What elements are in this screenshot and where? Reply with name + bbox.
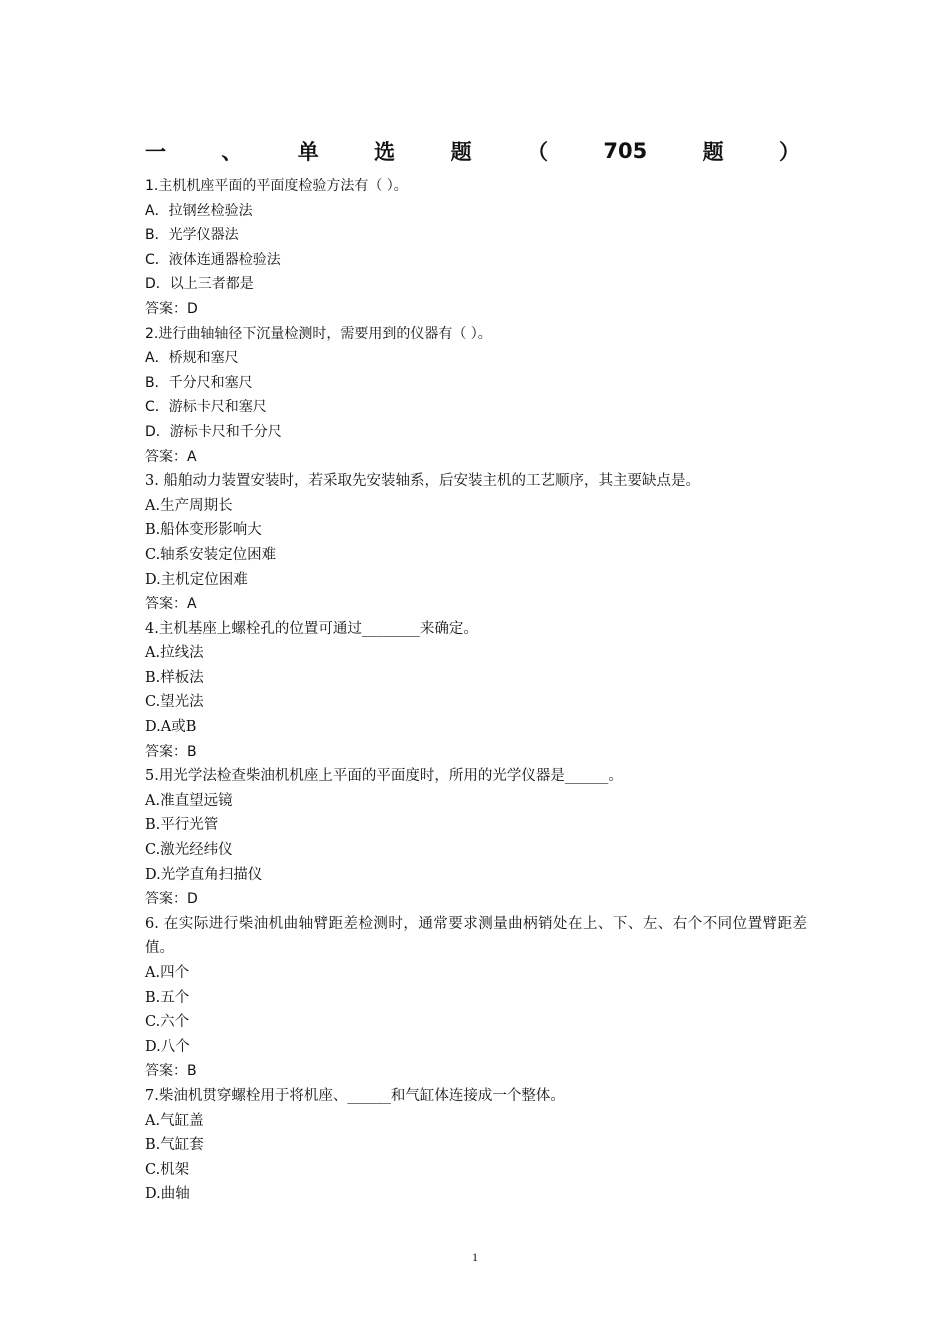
answer-option: B.样板法 (145, 669, 204, 686)
question-block (145, 912, 807, 1084)
answer-key: 答案：B (145, 1063, 197, 1080)
answer-key: 答案：D (145, 891, 198, 908)
answer-option: D.光学直角扫描仪 (145, 866, 263, 883)
question-block (145, 322, 807, 470)
answer-option: A.准直望远镜 (145, 792, 233, 809)
answer-option: A．桥规和塞尺 (145, 350, 239, 367)
heading-char: 题 (450, 140, 472, 164)
question-block (145, 1084, 807, 1207)
answer-option: B.船体变形影响大 (145, 522, 262, 539)
answer-key: 答案：D (145, 300, 198, 317)
answer-option: A．拉钢丝检验法 (145, 202, 253, 219)
page-number: 1 (472, 1250, 478, 1264)
answer-option: C.机架 (145, 1161, 190, 1178)
answer-option: B.气缸套 (145, 1137, 204, 1154)
answer-option: D.A或B (145, 719, 197, 736)
answer-key: 答案：A (145, 448, 197, 465)
answer-option: C.轴系安装定位困难 (145, 546, 277, 563)
answer-key: 答案：A (145, 596, 197, 613)
answer-option: D．以上三者都是 (145, 276, 254, 293)
question-block (145, 617, 807, 765)
question-stem: 2.进行曲轴轴径下沉量检测时，需要用到的仪器有（ ）。 (145, 325, 492, 342)
answer-key: 答案：B (145, 743, 197, 760)
answer-option: D．游标卡尺和千分尺 (145, 423, 282, 440)
question-block (145, 174, 807, 322)
answer-option: D.主机定位困难 (145, 571, 248, 588)
answer-option: C.六个 (145, 1014, 190, 1031)
heading-char: 题 (702, 140, 724, 164)
answer-option: C.望光法 (145, 694, 204, 711)
question-stem: 3. 船舶动力装置安装时，若采取先安装轴系，后安装主机的工艺顺序，其主要缺点是。 (145, 473, 700, 490)
question-stem: 5.用光学法检查柴油机机座上平面的平面度时，所用的光学仪器是______。 (145, 768, 623, 785)
answer-option: A.气缸盖 (145, 1112, 204, 1129)
question-stem: 4.主机基座上螺栓孔的位置可通过________来确定。 (145, 620, 478, 637)
heading-char: 705 (603, 139, 648, 163)
answer-option: B．千分尺和塞尺 (145, 374, 253, 391)
answer-option: C．游标卡尺和塞尺 (145, 399, 267, 416)
heading-char: 、 (221, 140, 243, 164)
question-block (145, 764, 807, 912)
question-list (145, 174, 807, 1207)
heading-char: 一 (145, 140, 166, 164)
answer-option: B.五个 (145, 989, 190, 1006)
section-heading (145, 136, 800, 166)
answer-option: B.平行光管 (145, 817, 219, 834)
answer-option: A.四个 (145, 965, 190, 981)
answer-option: C．液体连通器检验法 (145, 251, 281, 268)
question-block (145, 469, 807, 617)
answer-option: C.激光经纬仪 (145, 842, 233, 859)
answer-option: A.拉线法 (145, 645, 204, 662)
heading-char: ） (778, 140, 800, 164)
answer-option: B．光学仪器法 (145, 227, 239, 244)
answer-option: A.生产周期长 (145, 497, 233, 514)
answer-option: D.曲轴 (145, 1186, 190, 1203)
question-stem: 1.主机机座平面的平面度检验方法有（ ）。 (145, 178, 408, 194)
heading-char: （ (526, 140, 548, 164)
heading-char: 选 (374, 140, 396, 164)
answer-option: D.八个 (145, 1038, 190, 1055)
question-stem: 7.柴油机贯穿螺栓用于将机座、______和气缸体连接成一个整体。 (145, 1087, 565, 1104)
question-stem: 6. 在实际进行柴油机曲轴臂距差检测时，通常要求测量曲柄销处在上、下、左、右个不同位置臂距差值。 (145, 915, 807, 957)
heading-char: 单 (297, 140, 319, 164)
